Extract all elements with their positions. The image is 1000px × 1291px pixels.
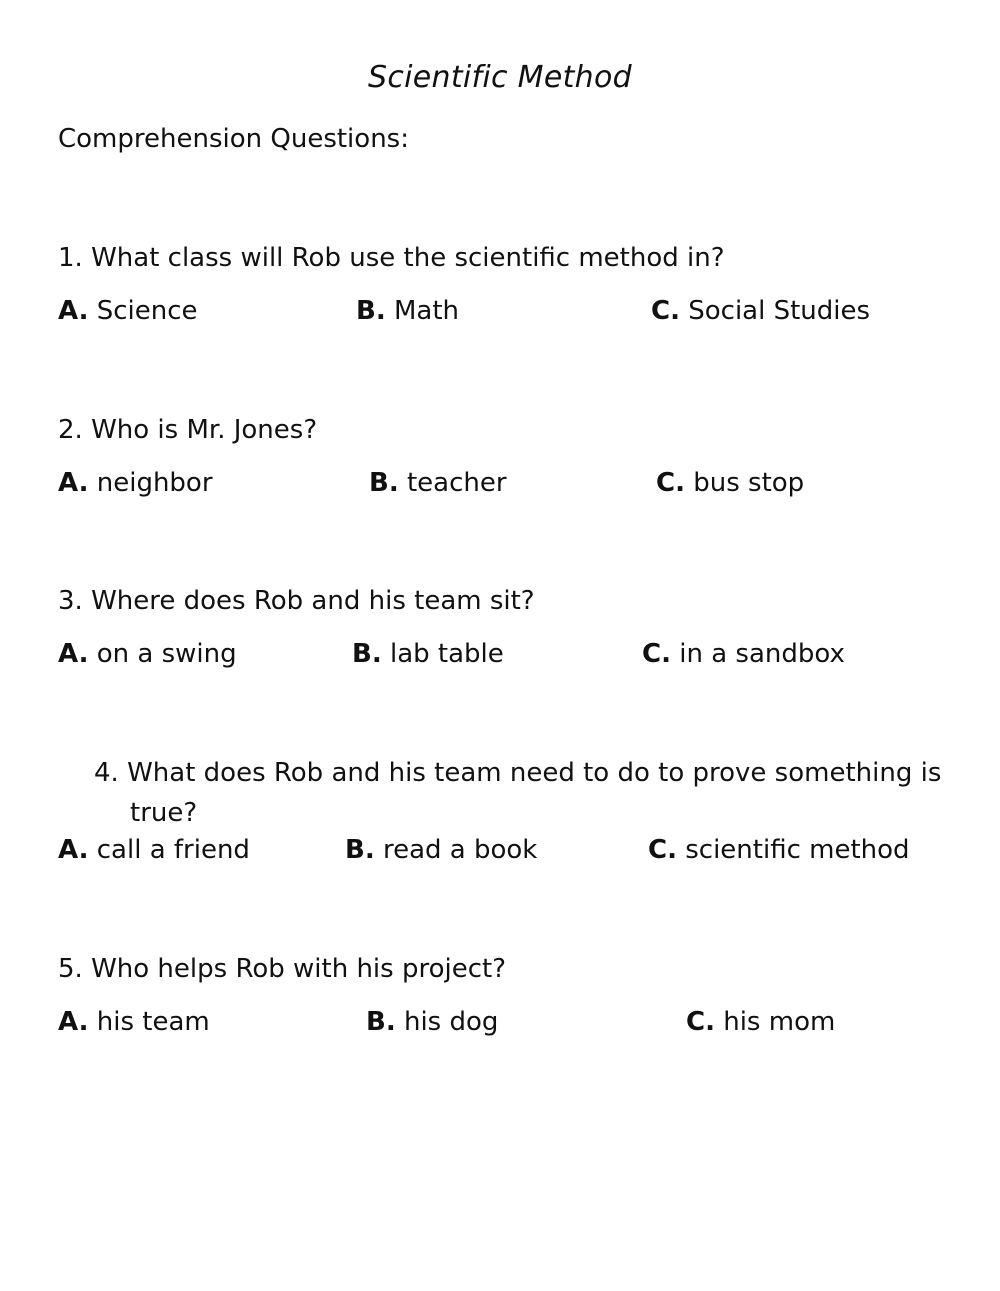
question-number: 3. [58, 586, 83, 616]
answer-letter: B. [345, 835, 375, 865]
answer-letter: C. [648, 835, 677, 865]
answer-text: neighbor [96, 468, 213, 498]
answer-1c[interactable] [651, 296, 870, 326]
answer-1a[interactable] [58, 296, 198, 326]
answer-text: Math [393, 296, 460, 326]
answer-text: his team [96, 1007, 210, 1037]
question-text: Where does Rob and his team sit? [91, 586, 535, 616]
question-number: 5. [58, 954, 83, 984]
answer-letter: B. [369, 468, 399, 498]
page-title: Scientific Method [368, 60, 632, 95]
answer-4c[interactable] [648, 835, 910, 865]
question-number: 1. [58, 243, 83, 273]
answer-5a[interactable] [58, 1007, 210, 1037]
answer-letter: C. [686, 1007, 715, 1037]
answer-text: in a sandbox [679, 639, 845, 669]
answer-text: call a friend [96, 835, 250, 865]
answer-2b[interactable] [369, 468, 507, 498]
answer-letter: A. [58, 639, 89, 669]
answer-5b[interactable] [366, 1007, 498, 1037]
answer-1b[interactable] [356, 296, 459, 326]
answer-text: scientific method [685, 835, 910, 865]
answer-letter: B. [356, 296, 386, 326]
answer-4a[interactable] [58, 835, 250, 865]
answer-letter: B. [366, 1007, 396, 1037]
answer-text: teacher [406, 468, 507, 498]
answer-3b[interactable] [352, 639, 504, 669]
question-text: What class will Rob use the scientific method in? [91, 243, 725, 273]
answer-letter: A. [58, 296, 89, 326]
answer-text: read a book [382, 835, 538, 865]
answer-text: Social Studies [688, 296, 871, 326]
question-5 [58, 949, 948, 989]
question-1 [58, 238, 948, 278]
answer-text: lab table [389, 639, 504, 669]
answer-2c[interactable] [656, 468, 804, 498]
answer-text: on a swing [96, 639, 237, 669]
answer-letter: C. [642, 639, 671, 669]
answer-letter: C. [651, 296, 680, 326]
answer-letter: C. [656, 468, 685, 498]
answer-5c[interactable] [686, 1007, 835, 1037]
question-number: 2. [58, 415, 83, 445]
answer-letter: A. [58, 468, 89, 498]
answer-text: Science [96, 296, 198, 326]
answer-3c[interactable] [642, 639, 845, 669]
answer-text: his dog [403, 1007, 499, 1037]
answer-4b[interactable] [345, 835, 537, 865]
section-heading: Comprehension Questions: [58, 124, 409, 154]
answer-letter: A. [58, 1007, 89, 1037]
answer-3a[interactable] [58, 639, 237, 669]
answer-text: bus stop [693, 468, 805, 498]
question-number: 4. [94, 758, 119, 788]
question-text: Who is Mr. Jones? [91, 415, 318, 445]
question-text: Who helps Rob with his project? [91, 954, 506, 984]
question-3 [58, 581, 948, 621]
question-4 [94, 753, 984, 833]
answer-2a[interactable] [58, 468, 213, 498]
question-2 [58, 410, 948, 450]
question-text: What does Rob and his team need to do to prove something is true? [127, 758, 942, 828]
answer-letter: B. [352, 639, 382, 669]
answer-text: his mom [723, 1007, 836, 1037]
answer-letter: A. [58, 835, 89, 865]
